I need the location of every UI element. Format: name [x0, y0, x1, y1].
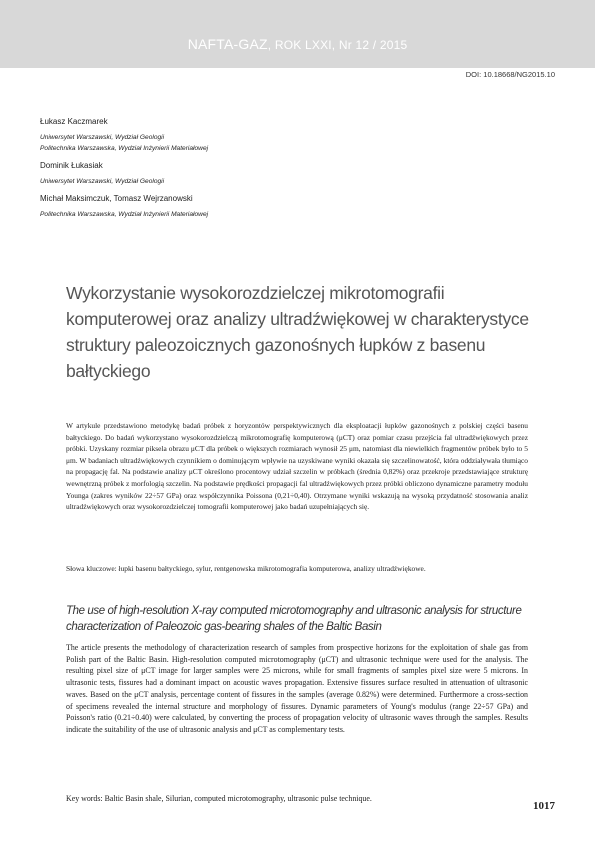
author-name: Dominik Łukasiak [40, 161, 103, 170]
journal-header-bar [0, 0, 595, 68]
article-title-pl: Wykorzystanie wysokorozdzielczej mikrotomografii komputerowej oraz analizy ultradźwiękowej w charakterystyce struktury paleozoicznych gazonośnych łupków z basenu bałtyckiego [66, 283, 529, 381]
author-affiliation: Politechnika Warszawska, Wydział Inżynierii Materiałowej [40, 145, 209, 152]
author-affiliation: Uniwersytet Warszawski, Wydział Geologii [40, 134, 165, 141]
doi: DOI: 10.18668/NG2015.10 [465, 70, 555, 79]
journal-issue: , ROK LXXI, Nr 12 / 2015 [267, 38, 408, 52]
article-title-en: The use of high-resolution X-ray computed microtomography and ultrasonic analysis for structure characterization of Paleozoic gas-bearing shales of the Baltic Basin [66, 605, 522, 633]
page-number: 1017 [533, 800, 555, 812]
journal-name: NAFTA-GAZ [187, 36, 268, 52]
author-name: Michał Maksimczuk, Tomasz Wejrzanowski [40, 194, 193, 203]
author-block [40, 116, 560, 220]
keywords-en: Key words: Baltic Basin shale, Silurian, computed microtomography, ultrasonic pulse technique. [66, 794, 372, 803]
abstract-en: The article presents the methodology of characterization research of samples from prospective horizons for the exploitation of shale gas from Polish part of the Baltic Basin. High-resolution computed microtomography (μCT) and ultrasonic technique were used for the analysis. The resulting pixel size of μCT image for larger samples were 25 microns, while for small fragments of samples pixel size were 5 microns. In ultrasonic tests, fissures had a dominant impact on acoustic waves propagation. Extensive fissures surface resulted in attenuation of ultrasonic waves. Based on the μCT analysis, percentage content of fissures in the samples (average 0.82%) were determined. Furthermore a cross-section of specimens revealed the internal structure and morphology of fissures. Dynamic parameters of Young's modulus (range 22÷57 GPa) and Poisson's ratio (0.21÷0.40) were calculated, by converting the process of propagation velocity of ultrasonic waves through the samples. Results indicate the suitability of the use of ultrasonic analysis and μCT as complementary tests. [66, 643, 528, 734]
keywords-pl: Słowa kluczowe: łupki basenu bałtyckiego, sylur, rentgenowska mikrotomografia komputerowa, analizy ultradźwiękowe. [66, 564, 426, 573]
abstract-pl: W artykule przedstawiono metodykę badań próbek z horyzontów perspektywicznych dla eksploatacji łupków gazonośnych z polskiej części basenu bałtyckiego. Do badań wykorzystano wysokorozdzielczą mikrotomografię komputerową (μCT) oraz pomiar czasu przejścia fal ultradźwiękowych przez próbki. Uzyskany rozmiar piksela obrazu μCT dla próbek o większych rozmiarach wynosił 25 μm, natomiast dla niewielkich fragmentów próbek było to 5 μm. W badaniach ultradźwiękowych czynnikiem o dominującym wpływie na uzyskiwane wyniki okazała się szczelinowatość, która oddziaływała tłumiąco na propagację fal. Na podstawie analizy μCT określono procentowy udział szczelin w próbkach (średnia 0,82%) oraz przekroje przedstawiające strukturę wewnętrzną próbek z morfologią szczelin. Na podstawie prędkości propagacji fal ultradźwiękowych przez próbki obliczono dynamiczne parametry modułu Younga (zakres wyników 22÷57 GPa) oraz współczynnika Poissona (0,21÷0,40). Otrzymane wyniki wskazują na wysoką przydatność stosowania analiz ultradźwiękowych oraz wysokorozdzielczej tomografii komputerowej jako badań uzupełniających się. [66, 421, 528, 512]
journal-title [0, 36, 595, 52]
author-affiliation: Politechnika Warszawska, Wydział Inżynierii Materiałowej [40, 211, 209, 218]
author-name: Łukasz Kaczmarek [40, 117, 108, 126]
author-affiliation: Uniwersytet Warszawski, Wydział Geologii [40, 178, 165, 185]
